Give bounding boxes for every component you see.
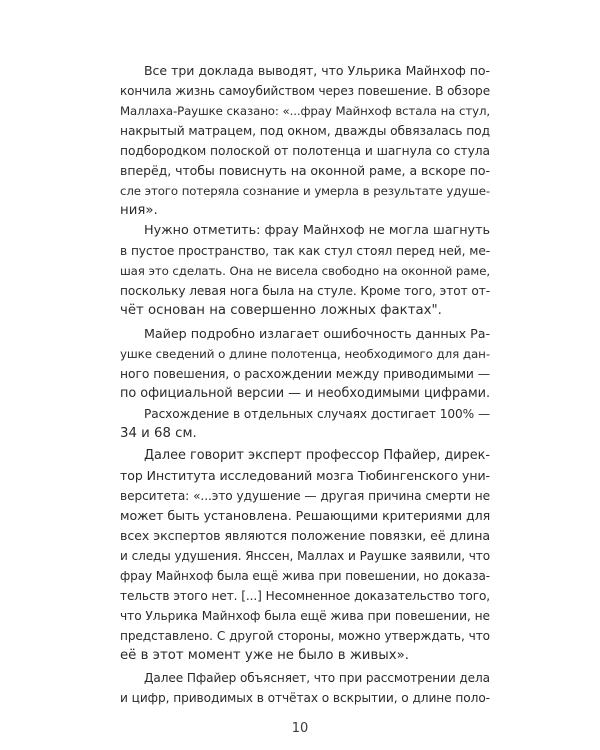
text-line: поскольку левая нога была на стуле. Кроме того, этот от- [120, 284, 490, 298]
text-line: Далее Пфайер объясняет, что при рассмотрении дела [144, 671, 490, 685]
text-line: верситета: «...это удушение — другая причина смерти не [120, 489, 490, 503]
text-line: в пустое пространство, так как стул стоял перед ней, ме- [120, 244, 490, 258]
text-line: шая это сделать. Она не висела свободно на оконной раме, [120, 264, 490, 278]
text-line: Маллаха-Раушке сказано: «...фрау Майнхоф встала на стул, [120, 104, 490, 118]
text-line: Расхождение в отдельных случаях достигает 100% — [144, 407, 490, 421]
text-line: подбородком полоской от полотенца и шагнула со стула [120, 144, 490, 158]
text-line: её в этот момент уже не было в живых». [120, 648, 410, 663]
text-line: всех экспертов являются положение повязки, её длина [120, 528, 491, 543]
text-line: ного повешения, о расхождении между приводимыми — [120, 367, 490, 381]
text-line: Все три доклада выводят, что Ульрика Майнхоф по- [144, 63, 490, 78]
text-line: накрытый матрацем, под окном, дважды обвязалась под [120, 124, 490, 138]
text-line: Нужно отметить: фрау Майнхоф не могла шагнуть [144, 223, 490, 238]
text-line: и цифр, приводимых в отчётах о вскрытии, о длине поло- [120, 691, 490, 705]
text-line: и следы удушения. Янссен, Маллах и Раушке заявили, что [120, 549, 490, 563]
page-number: 10 [291, 721, 309, 736]
text-line: Далее говорит эксперт профессор Пфайер, дирек- [144, 448, 490, 463]
text-line: тор Института исследований мозга Тюбингенского уни- [120, 468, 490, 483]
text-line: сле этого потеряла сознание и умерла в результате удуше- [120, 184, 490, 198]
text-line: представлено. С другой стороны, можно утверждать, что [120, 629, 490, 643]
text-line: тельств этого нет. [...] Несомненное доказательство того, [120, 589, 490, 603]
text-line: кончила жизнь самоубийством через повешение. В обзоре [120, 84, 490, 98]
text-line: чёт основан на совершенно ложных фактах". [120, 303, 442, 318]
text-line: 34 и 68 см. [120, 426, 197, 441]
text-line: ушке сведений о длине полотенца, необходимого для дан- [120, 347, 490, 361]
text-line: Майер подробно излагает ошибочность данных Ра- [144, 326, 490, 341]
text-line: фрау Майнхоф была ещё жива при повешении, но доказа- [120, 569, 490, 583]
text-line: ния». [120, 203, 158, 218]
text-line: что Ульрика Майнхоф была ещё жива при повешении, не [120, 609, 490, 623]
text-line: может быть установлена. Решающими критериями для [120, 508, 491, 523]
text-line: вперёд, чтобы повиснуть на оконной раме, а вскоре по- [120, 163, 490, 178]
text-line: по официальной версии — и необходимыми цифрами. [120, 386, 491, 401]
